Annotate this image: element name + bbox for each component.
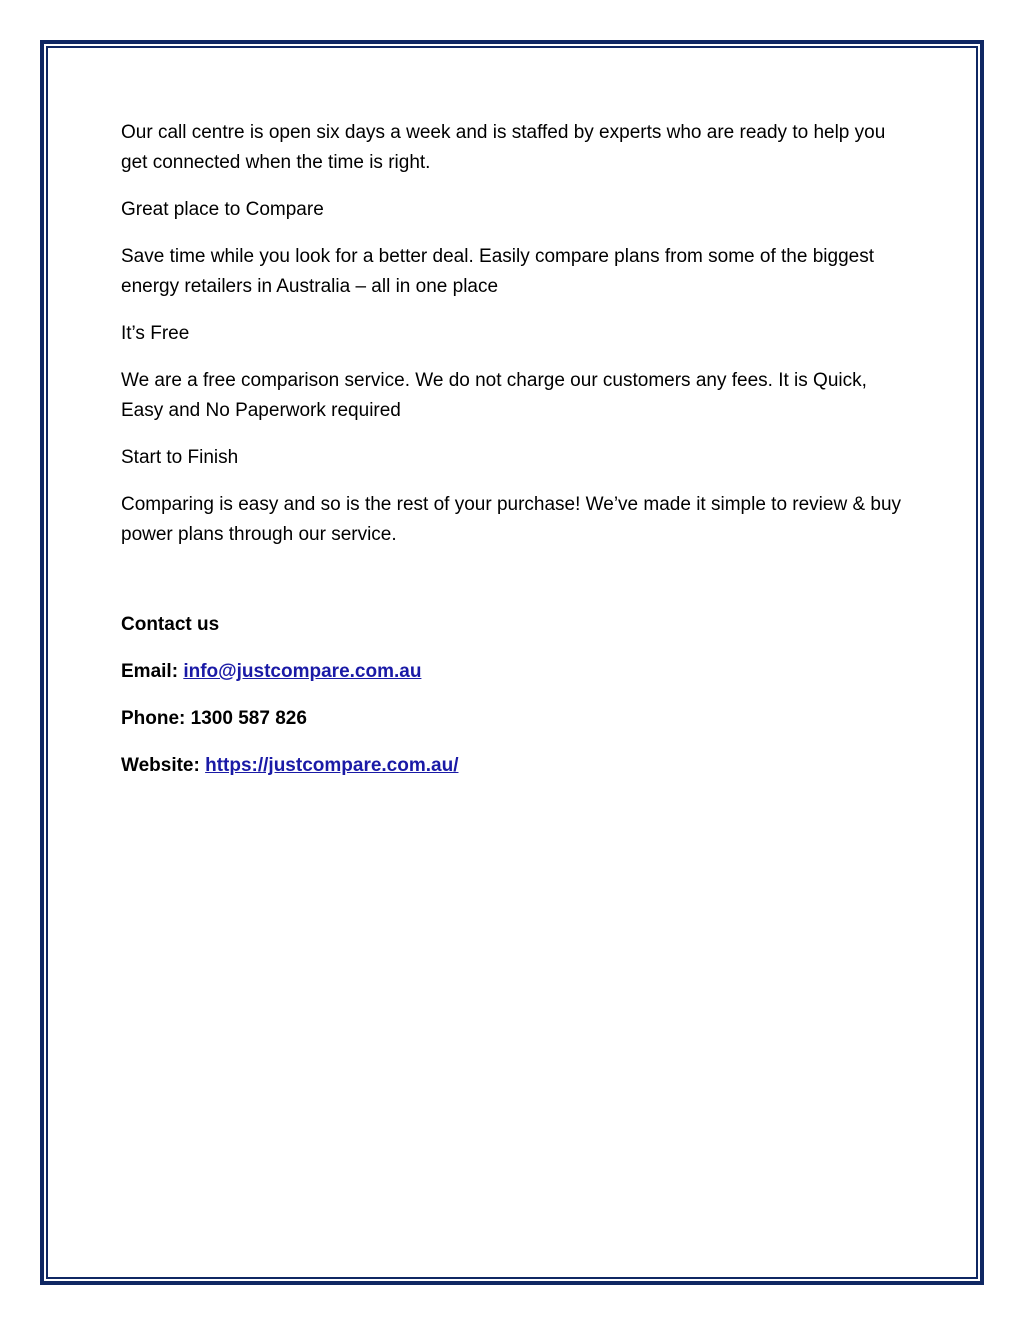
contact-phone [121, 704, 911, 734]
heading-start-to-finish: Start to Finish [121, 447, 239, 468]
paragraph-free-service: We are a free comparison service. We do not charge our customers any fees. It is Quick, Easy and No Paperwork required [121, 370, 867, 421]
heading-great-place: Great place to Compare [121, 199, 324, 220]
document-body [121, 118, 911, 798]
section-spacer [121, 567, 911, 610]
contact-website [121, 751, 911, 781]
phone-number: 1300 587 826 [190, 708, 307, 729]
contact-heading: Contact us [121, 614, 220, 635]
paragraph-comparing: Comparing is easy and so is the rest of your purchase! We’ve made it simple to review & buy power plans through our service. [121, 494, 902, 545]
contact-email [121, 657, 911, 687]
email-link[interactable]: info@justcompare.com.au [183, 661, 422, 682]
paragraph-call-centre: Our call centre is open six days a week and is staffed by experts who are ready to help you get connected when the time is right. [121, 122, 886, 173]
phone-label: Phone: [121, 708, 191, 729]
heading-its-free: It’s Free [121, 323, 190, 344]
website-link[interactable]: https://justcompare.com.au/ [205, 755, 459, 776]
paragraph-save-time: Save time while you look for a better deal. Easily compare plans from some of the biggest energy retailers in Australia – all in one place [121, 246, 874, 297]
email-label: Email: [121, 661, 184, 682]
website-label: Website: [121, 755, 206, 776]
